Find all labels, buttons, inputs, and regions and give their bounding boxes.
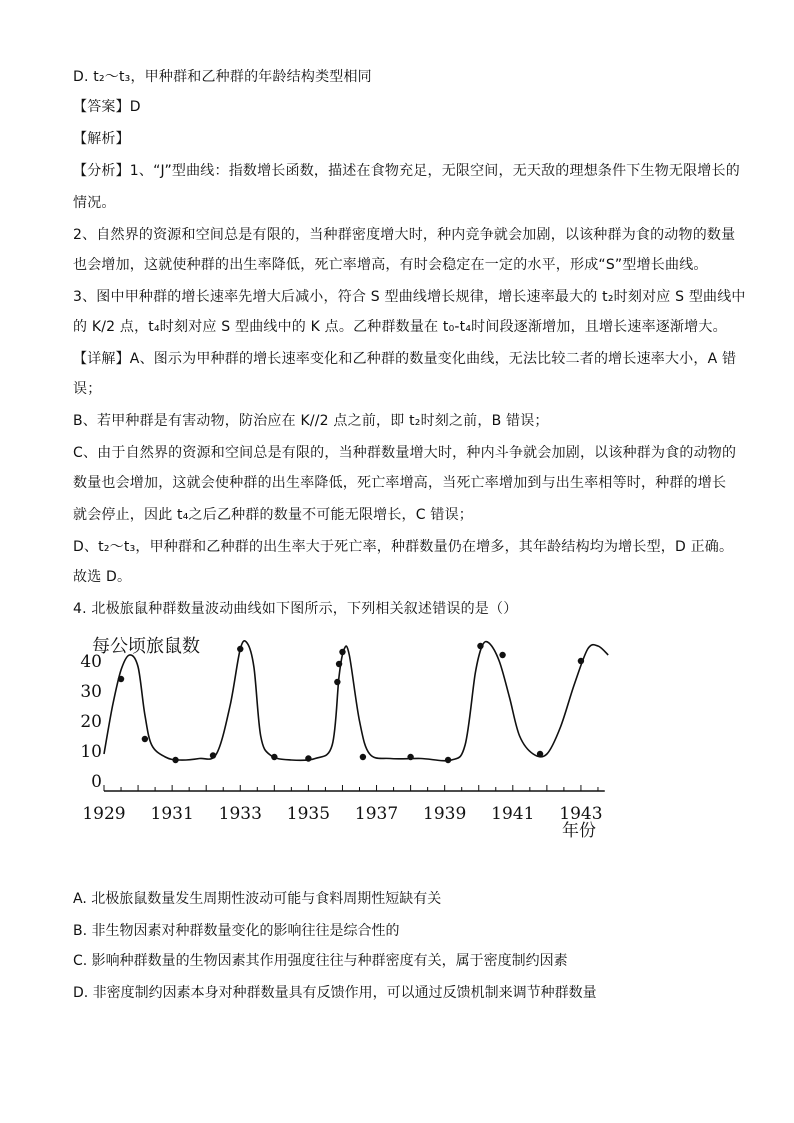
data-point [118, 676, 124, 682]
y-tick-label: 10 [80, 742, 102, 762]
x-tick-label: 1943 [559, 804, 603, 824]
data-point [334, 679, 340, 685]
data-point [445, 757, 451, 763]
option-d: D. 非密度制约因素本身对种群数量具有反馈作用，可以通过反馈机制来调节种群数量 [73, 985, 597, 1001]
data-point [339, 649, 345, 655]
option-a: A. 北极旅鼠数量发生周期性波动可能与食料周期性短缺有关 [73, 891, 442, 907]
lemming-population-chart [80, 628, 620, 848]
x-tick-marks [104, 785, 598, 791]
data-point [237, 646, 243, 652]
data-point [210, 752, 216, 758]
option-d-prev-question: D. t₂～t₃，甲种群和乙种群的年龄结构类型相同 [73, 69, 372, 85]
detail-line-4: C、由于自然界的资源和空间总是有限的，当种群数量增大时，种内斗争就会加剧，以该种群为食的动物的 [73, 445, 737, 461]
analysis-heading: 【解析】 [73, 131, 130, 147]
y-tick-label: 30 [80, 682, 102, 702]
y-tick-label: 20 [80, 712, 102, 732]
x-tick-label: 1931 [150, 804, 194, 824]
data-point [578, 658, 584, 664]
x-tick-labels [82, 804, 602, 824]
population-curve [104, 641, 608, 761]
x-tick-label: 1941 [491, 804, 535, 824]
detail-line-6: 就会停止，因此 t₄之后乙种群的数量不可能无限增长，C 错误； [73, 507, 473, 523]
detail-line-1: 【详解】A、图示为甲种群的增长速率变化和乙种群的数量变化曲线，无法比较二者的增长速率大小，A 错 [73, 351, 737, 367]
analysis-line-5: 3、图中甲种群的增长速率先增大后减小，符合 S 型曲线增长规律，增长速率最大的 t₂时刻对应 S 型曲线中 [73, 289, 746, 305]
data-point [477, 643, 483, 649]
y-tick-labels [80, 652, 102, 792]
x-tick-label: 1939 [423, 804, 467, 824]
detail-line-8: 故选 D。 [73, 569, 132, 585]
analysis-line-2: 情况。 [73, 195, 116, 211]
analysis-line-1: 【分析】1、“J”型曲线：指数增长函数，描述在食物充足，无限空间，无天敌的理想条件下生物无限增长的 [73, 163, 740, 179]
detail-line-2: 误； [73, 381, 102, 397]
detail-line-7: D、t₂～t₃，甲种群和乙种群的出生率大于死亡率，种群数量仍在增多，其年龄结构均为增长型，D 正确。 [73, 539, 734, 555]
x-tick-label: 1937 [354, 804, 399, 824]
data-point [271, 754, 277, 760]
answer-label: 【答案】D [73, 99, 141, 115]
data-point [305, 755, 311, 761]
detail-line-5: 数量也会增加，这就会使种群的出生率降低，死亡率增高，当死亡率增加到与出生率相等时，种群的增长 [73, 475, 727, 491]
y-tick-label: 40 [80, 652, 102, 672]
detail-line-3: B、若甲种群是有害动物，防治应在 K//2 点之前，即 t₂时刻之前，B 错误； [73, 413, 549, 429]
analysis-line-6: 的 K/2 点，t₄时刻对应 S 型曲线中的 K 点。乙种群数量在 t₀-t₄时间段逐渐增加，且增长速率逐渐增大。 [73, 319, 727, 335]
data-point [360, 754, 366, 760]
data-point [537, 751, 543, 757]
x-tick-label: 1935 [286, 804, 331, 824]
question-4-stem: 4. 北极旅鼠种群数量波动曲线如下图所示，下列相关叙述错误的是（） [73, 601, 518, 617]
analysis-line-4: 也会增加，这就使种群的出生率降低，死亡率增高，有时会稳定在一定的水平，形成“S”型增长曲线。 [73, 257, 708, 273]
data-point [336, 661, 342, 667]
analysis-line-3: 2、自然界的资源和空间总是有限的，当种群密度增大时，种内竞争就会加剧，以该种群为食的动物的数量 [73, 227, 736, 243]
x-tick-label: 1929 [82, 804, 126, 824]
chart-ylabel: 每公顷旅鼠数 [92, 636, 200, 657]
chart-xlabel: 年份 [562, 821, 596, 841]
x-tick-label: 1933 [218, 804, 262, 824]
data-point [142, 736, 148, 742]
data-point [499, 652, 505, 658]
option-b: B. 非生物因素对种群数量变化的影响往往是综合性的 [73, 923, 400, 939]
y-tick-label: 0 [91, 772, 102, 792]
data-point [407, 754, 413, 760]
option-c: C. 影响种群数量的生物因素其作用强度往往与种群密度有关，属于密度制约因素 [73, 953, 568, 969]
data-point [172, 757, 178, 763]
